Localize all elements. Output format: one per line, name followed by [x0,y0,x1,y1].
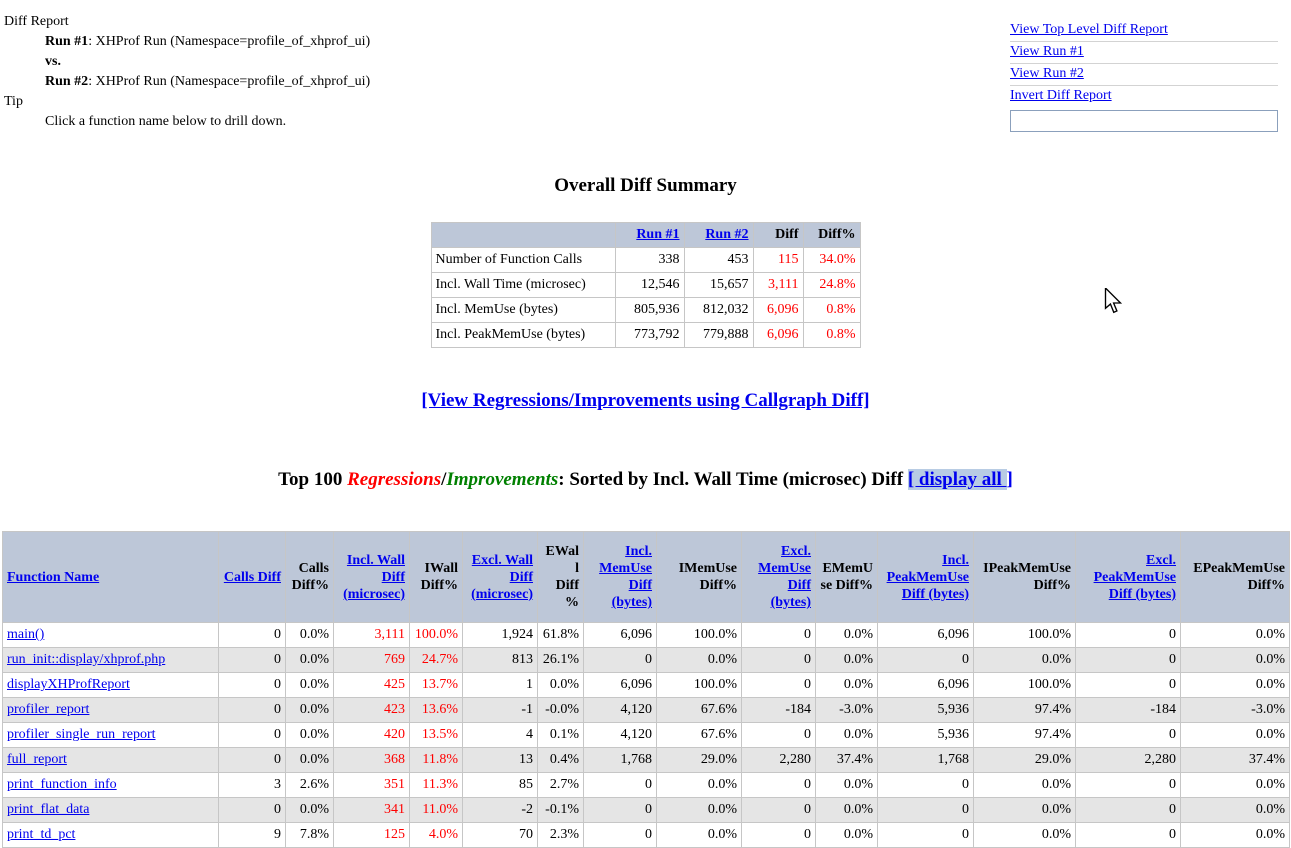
summary-value: 34.0% [803,248,860,273]
regressions-label: Regressions [347,469,442,490]
nav-row [1010,64,1278,86]
value-cell: 4.0% [410,823,463,848]
value-cell: 1,924 [463,623,538,648]
col-header-calls-diff [219,532,286,623]
functions-diff-table [2,531,1290,848]
value-cell: 0.0% [816,798,878,823]
run2-label: Run #2 [45,74,89,89]
function-name-cell [3,798,219,823]
run2-desc: : XHProf Run (Namespace=profile_of_xhprof_ui) [88,74,371,89]
summary-value: 773,792 [615,323,684,348]
value-cell: 70 [463,823,538,848]
value-cell: 11.3% [410,773,463,798]
value-cell: 13.5% [410,723,463,748]
value-cell: 26.1% [538,648,584,673]
value-cell: 0 [742,773,816,798]
col-header-incl-wall-diff-microsec [334,532,410,623]
function-name-cell [3,823,219,848]
functions-header-row [3,532,1290,623]
run1-label: Run #1 [45,34,89,49]
value-cell: 0.0% [286,798,334,823]
nav-link-invert-diff-report[interactable]: Invert Diff Report [1010,88,1112,103]
value-cell: 0 [742,723,816,748]
value-cell: 0 [219,798,286,823]
value-cell: 5,936 [878,698,974,723]
value-cell: 0.0% [816,773,878,798]
display-all-link[interactable] [908,469,1013,490]
value-cell: 0.0% [974,773,1076,798]
summary-row [431,323,860,348]
function-name-cell [3,723,219,748]
value-cell: 813 [463,648,538,673]
value-cell: 3 [219,773,286,798]
value-cell: 100.0% [974,623,1076,648]
value-cell: 2.7% [538,773,584,798]
mouse-cursor-icon [1104,288,1122,315]
summary-value: 812,032 [684,298,753,323]
summary-row [431,248,860,273]
value-cell: 0 [1076,648,1181,673]
value-cell: 0 [878,773,974,798]
col-header-calls-diff: Calls Diff% [286,532,334,623]
summary-row [431,273,860,298]
value-cell: 13.6% [410,698,463,723]
summary-col-link-run-1[interactable]: Run #1 [636,227,680,242]
value-cell: 5,936 [878,723,974,748]
value-cell: 0.0% [816,623,878,648]
value-cell: 7.8% [286,823,334,848]
value-cell: 0 [742,673,816,698]
value-cell: 1 [463,673,538,698]
nav-row [1010,20,1278,42]
col-header-incl-memuse-diff-bytes [584,532,657,623]
sort-link-calls-diff[interactable]: Calls Diff [223,569,281,585]
value-cell: 0 [1076,823,1181,848]
function-row [3,773,1290,798]
value-cell: 3,111 [334,623,410,648]
report-title: Diff Report [4,14,69,29]
function-name-cell [3,673,219,698]
function-link[interactable]: profiler_single_run_report [7,727,156,742]
value-cell: 1,768 [878,748,974,773]
value-cell: 0 [219,648,286,673]
summary-col-header-empty [431,223,615,248]
value-cell: -3.0% [816,698,878,723]
summary-value: 0.8% [803,323,860,348]
value-cell: 0 [584,648,657,673]
function-link[interactable]: print_flat_data [7,802,90,817]
value-cell: 0 [219,673,286,698]
top100-slash: / [441,469,447,490]
tip-label: Tip [4,94,23,109]
col-header-iwall-diff: IWall Diff% [410,532,463,623]
function-row [3,748,1290,773]
summary-value: 12,546 [615,273,684,298]
value-cell: 0 [584,773,657,798]
value-cell: 0.0% [974,823,1076,848]
value-cell: 4 [463,723,538,748]
value-cell: 0 [1076,798,1181,823]
sort-link-incl-peakmemuse-diff-bytes[interactable]: Incl. PeakMemUse Diff (bytes) [886,552,969,602]
value-cell: 0.0% [1181,773,1290,798]
value-cell: 368 [334,748,410,773]
value-cell: 29.0% [657,748,742,773]
run1-desc: : XHProf Run (Namespace=profile_of_xhprof_ui) [88,34,371,49]
value-cell: 2,280 [742,748,816,773]
nav-link-view-run-1[interactable]: View Run #1 [1010,44,1084,59]
value-cell: 0.0% [657,648,742,673]
value-cell: 11.8% [410,748,463,773]
function-link[interactable]: print_td_pct [7,827,76,842]
summary-metric-label: Incl. Wall Time (microsec) [431,273,615,298]
value-cell: 0 [1076,773,1181,798]
summary-value: 0.8% [803,298,860,323]
summary-header-row [431,223,860,248]
value-cell: 9 [219,823,286,848]
value-cell: 61.8% [538,623,584,648]
summary-value: 15,657 [684,273,753,298]
value-cell: 351 [334,773,410,798]
value-cell: 2,280 [1076,748,1181,773]
value-cell: 0 [219,748,286,773]
col-header-excl-wall-diff-microsec [463,532,538,623]
sort-link-excl-peakmemuse-diff-bytes[interactable]: Excl. PeakMemUse Diff (bytes) [1093,552,1176,602]
value-cell: 0.0% [1181,823,1290,848]
value-cell: 85 [463,773,538,798]
value-cell: 0 [742,623,816,648]
value-cell: 0 [584,798,657,823]
function-row [3,723,1290,748]
value-cell: 6,096 [584,623,657,648]
value-cell: 0 [219,623,286,648]
value-cell: 0.0% [286,623,334,648]
value-cell: 0.0% [657,773,742,798]
value-cell: 0 [1076,723,1181,748]
value-cell: 97.4% [974,723,1076,748]
sort-link-excl-memuse-diff-bytes[interactable]: Excl. MemUse Diff (bytes) [758,544,811,610]
function-row [3,698,1290,723]
value-cell: -2 [463,798,538,823]
value-cell: 97.4% [974,698,1076,723]
display-all-tail: ] [1006,469,1013,490]
summary-col-header [615,223,684,248]
col-header-imemuse-diff: IMemUse Diff% [657,532,742,623]
value-cell: -184 [742,698,816,723]
value-cell: -0.0% [538,698,584,723]
function-row [3,648,1290,673]
summary-value: 805,936 [615,298,684,323]
summary-col-header: Diff [753,223,803,248]
value-cell: 67.6% [657,698,742,723]
summary-value: 6,096 [753,323,803,348]
value-cell: 4,120 [584,698,657,723]
value-cell: 6,096 [584,673,657,698]
value-cell: 37.4% [1181,748,1290,773]
value-cell: 0.0% [657,823,742,848]
nav-row [1010,42,1278,64]
col-header-ewall-diff: EWall Diff% [538,532,584,623]
value-cell: 420 [334,723,410,748]
value-cell: 13.7% [410,673,463,698]
function-row [3,798,1290,823]
callgraph-link-row [0,390,1291,412]
nav-link-view-run-2[interactable]: View Run #2 [1010,66,1084,81]
value-cell: 425 [334,673,410,698]
summary-value: 779,888 [684,323,753,348]
sort-link-incl-wall-diff-microsec[interactable]: Incl. Wall Diff (microsec) [343,552,405,602]
improvements-label: Improvements [446,469,559,490]
query-input[interactable] [1010,110,1278,132]
col-header-ememuse-diff: EMemUse Diff% [816,532,878,623]
value-cell: 6,096 [878,623,974,648]
function-name-cell [3,623,219,648]
function-name-cell [3,748,219,773]
value-cell: -1 [463,698,538,723]
value-cell: 0.0% [1181,648,1290,673]
value-cell: 0.0% [286,723,334,748]
summary-row [431,298,860,323]
value-cell: 0 [878,648,974,673]
value-cell: 29.0% [974,748,1076,773]
value-cell: 0.0% [816,823,878,848]
value-cell: 0.0% [1181,623,1290,648]
value-cell: 2.3% [538,823,584,848]
value-cell: 4,120 [584,723,657,748]
value-cell: 0.0% [1181,723,1290,748]
sort-link-function-name[interactable]: Function Name [7,569,100,585]
value-cell: 0.0% [286,748,334,773]
function-name-cell [3,648,219,673]
summary-table [431,222,861,348]
value-cell: 0.0% [1181,798,1290,823]
function-link[interactable]: full_report [7,752,67,767]
value-cell: -3.0% [1181,698,1290,723]
value-cell: 0 [219,723,286,748]
value-cell: 0.0% [286,698,334,723]
value-cell: 0 [1076,623,1181,648]
summary-value: 453 [684,248,753,273]
value-cell: 0 [742,823,816,848]
sort-link-excl-wall-diff-microsec[interactable]: Excl. Wall Diff (microsec) [471,552,533,602]
value-cell: 423 [334,698,410,723]
value-cell: 0.0% [286,673,334,698]
value-cell: 2.6% [286,773,334,798]
function-link[interactable]: print_function_info [7,777,117,792]
function-link[interactable]: displayXHProfReport [7,677,130,692]
display-all-highlight: [ display all [907,469,1007,490]
value-cell: 0.0% [657,798,742,823]
col-header-function-name [3,532,219,623]
summary-value: 3,111 [753,273,803,298]
nav-link-view-top-level-diff-report[interactable]: View Top Level Diff Report [1010,22,1168,37]
summary-metric-label: Incl. MemUse (bytes) [431,298,615,323]
summary-col-header: Diff% [803,223,860,248]
value-cell: 341 [334,798,410,823]
tip-text: Click a function name below to drill down. [45,114,287,129]
value-cell: 100.0% [657,623,742,648]
value-cell: 0 [742,648,816,673]
col-header-ipeakmemuse-diff: IPeakMemUse Diff% [974,532,1076,623]
col-header-excl-peakmemuse-diff-bytes [1076,532,1181,623]
function-name-cell [3,698,219,723]
function-link[interactable]: main() [7,627,45,642]
function-row [3,623,1290,648]
value-cell: 11.0% [410,798,463,823]
function-row [3,673,1290,698]
value-cell: 24.7% [410,648,463,673]
summary-value: 6,096 [753,298,803,323]
value-cell: 0.0% [1181,673,1290,698]
value-cell: 0 [219,698,286,723]
value-cell: 0.0% [286,648,334,673]
col-header-incl-peakmemuse-diff-bytes [878,532,974,623]
value-cell: 0.0% [816,673,878,698]
summary-title: Overall Diff Summary [554,175,737,196]
value-cell: 37.4% [816,748,878,773]
function-link[interactable]: profiler_report [7,702,90,717]
top-area [0,0,1291,160]
run2-line [45,72,370,92]
value-cell: -0.1% [538,798,584,823]
value-cell: 67.6% [657,723,742,748]
sort-link-incl-memuse-diff-bytes[interactable]: Incl. MemUse Diff (bytes) [599,544,652,610]
run1-line [45,32,370,52]
value-cell: 0 [878,823,974,848]
value-cell: 0.0% [974,798,1076,823]
summary-value: 338 [615,248,684,273]
value-cell: 0.1% [538,723,584,748]
top100-prefix: Top 100 [278,469,348,490]
summary-value: 24.8% [803,273,860,298]
summary-metric-label: Number of Function Calls [431,248,615,273]
summary-metric-label: Incl. PeakMemUse (bytes) [431,323,615,348]
value-cell: 0.0% [816,648,878,673]
value-cell: 6,096 [878,673,974,698]
function-link[interactable]: run_init::display/xhprof.php [7,652,166,667]
value-cell: 0 [742,798,816,823]
value-cell: 0.0% [974,648,1076,673]
value-cell: 0.0% [538,673,584,698]
value-cell: 0 [878,798,974,823]
nav-box [1010,20,1278,132]
function-name-cell [3,773,219,798]
value-cell: 0 [584,823,657,848]
vs-label: vs. [45,54,61,69]
value-cell: 100.0% [410,623,463,648]
value-cell: 100.0% [657,673,742,698]
value-cell: -184 [1076,698,1181,723]
value-cell: 769 [334,648,410,673]
value-cell: 1,768 [584,748,657,773]
top100-suffix: : Sorted by Incl. Wall Time (microsec) Diff [558,469,908,490]
summary-col-link-run-2[interactable]: Run #2 [705,227,749,242]
value-cell: 100.0% [974,673,1076,698]
callgraph-diff-link[interactable]: [View Regressions/Improvements using Callgraph Diff] [421,390,870,411]
value-cell: 125 [334,823,410,848]
value-cell: 0 [1076,673,1181,698]
summary-value: 115 [753,248,803,273]
value-cell: 0.4% [538,748,584,773]
value-cell: 13 [463,748,538,773]
col-header-excl-memuse-diff-bytes [742,532,816,623]
report-info [4,12,370,132]
function-row [3,823,1290,848]
value-cell: 0.0% [816,723,878,748]
summary-col-header [684,223,753,248]
col-header-epeakmemuse-diff: EPeakMemUse Diff% [1181,532,1290,623]
top100-heading [0,470,1291,490]
nav-row [1010,86,1278,107]
